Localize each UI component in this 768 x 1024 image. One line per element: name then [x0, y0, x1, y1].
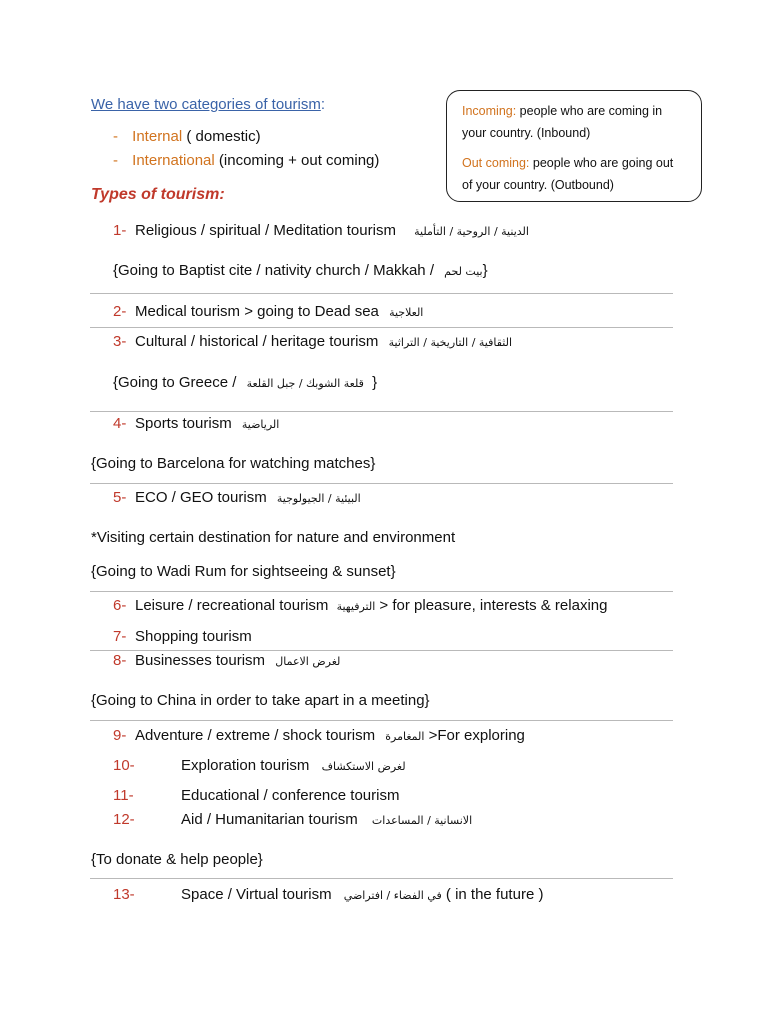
note-eco: *Visiting certain destination for nature and environment	[91, 529, 456, 546]
arabic-translation: الانسانية / المساعدات	[371, 814, 473, 827]
example-text: {Going to Baptist cite / nativity church / Makkah /	[113, 262, 434, 279]
divider	[90, 327, 673, 328]
item-text: Educational / conference tourism	[181, 787, 400, 804]
item-number: 6-	[113, 597, 127, 614]
arabic-translation: الدينية / الروحية / التأملية	[414, 225, 529, 238]
category-label: International	[132, 152, 215, 169]
item-text: Shopping tourism	[135, 628, 252, 645]
item-number: 13-	[113, 886, 135, 903]
divider	[90, 483, 673, 484]
incoming-label: Incoming:	[462, 104, 517, 118]
item-number: 8-	[113, 652, 127, 669]
example-sports: {Going to Barcelona for watching matches}	[91, 455, 376, 472]
bullet-dash: -	[113, 128, 118, 145]
item-space	[113, 886, 543, 903]
item-text: Adventure / extreme / shock tourism	[135, 727, 376, 744]
item-extra: > for pleasure, interests & relaxing	[375, 597, 608, 614]
item-text: ECO / GEO tourism	[135, 489, 267, 506]
category-description: ( domestic)	[182, 128, 261, 145]
item-text: Medical tourism > going to Dead sea	[135, 303, 379, 320]
divider	[90, 411, 673, 412]
arabic-translation: قلعة الشوبك / جبل القلعة	[246, 377, 364, 390]
example-aid: {To donate & help people}	[91, 851, 263, 868]
item-text: Religious / spiritual / Meditation tourism	[135, 222, 396, 239]
example-end: }	[482, 262, 488, 279]
definitions-box	[446, 90, 702, 202]
arabic-translation: لغرض الاستكشاف	[321, 760, 406, 773]
item-number: 9-	[113, 727, 127, 744]
outcoming-text: people who are going out of your country. (Outbound)	[462, 156, 674, 192]
item-text: Aid / Humanitarian tourism	[181, 811, 358, 828]
category-label: Internal	[132, 128, 183, 145]
item-sports	[113, 415, 279, 432]
incoming-definition	[462, 100, 687, 144]
item-religious	[113, 222, 529, 239]
category-internal	[113, 128, 261, 145]
arabic-translation: الرياضية	[241, 418, 280, 431]
example-eco: {Going to Wadi Rum for sightseeing & sunset}	[91, 563, 396, 580]
item-medical	[113, 303, 423, 320]
item-adventure	[113, 727, 525, 744]
arabic-translation: الثقافية / التاريخية / التراثية	[388, 336, 513, 349]
divider	[90, 293, 673, 294]
item-number: 12-	[113, 811, 135, 828]
item-educational	[113, 787, 399, 804]
item-text: Space / Virtual tourism	[181, 886, 332, 903]
item-extra: >For exploring	[424, 727, 525, 744]
arabic-translation: المغامرة	[385, 730, 425, 743]
item-shopping	[113, 628, 252, 645]
item-text: Leisure / recreational tourism	[135, 597, 329, 614]
example-end: }	[372, 374, 378, 391]
item-number: 11-	[113, 787, 134, 804]
category-description: (incoming + out coming)	[214, 152, 380, 169]
divider	[90, 591, 673, 592]
divider	[90, 720, 673, 721]
arabic-translation: الترفيهية	[336, 600, 376, 613]
item-leisure	[113, 597, 607, 614]
item-extra: ( in the future )	[441, 886, 544, 903]
divider	[90, 878, 673, 879]
arabic-translation: لغرض الاعمال	[275, 655, 341, 668]
outcoming-label: Out coming:	[462, 156, 530, 170]
category-international	[113, 152, 379, 169]
heading-colon: :	[320, 96, 325, 113]
categories-heading	[91, 96, 325, 113]
item-text: Businesses tourism	[135, 652, 266, 669]
item-number: 5-	[113, 489, 127, 506]
item-text: Exploration tourism	[181, 757, 310, 774]
example-religious	[113, 262, 488, 279]
incoming-text: people who are coming in your country. (Inbound)	[462, 104, 663, 140]
item-aid	[113, 811, 472, 828]
outcoming-definition	[462, 152, 687, 196]
types-title: Types of tourism:	[91, 186, 225, 203]
example-text: {Going to Greece /	[113, 374, 237, 391]
item-number: 7-	[113, 628, 127, 645]
item-number: 10-	[113, 757, 135, 774]
arabic-translation: العلاجية	[389, 306, 424, 319]
item-exploration	[113, 757, 406, 774]
example-business: {Going to China in order to take apart in a meeting}	[91, 692, 430, 709]
item-number: 1-	[113, 222, 127, 239]
heading-text: We have two categories of tourism	[91, 96, 321, 113]
item-eco	[113, 489, 361, 506]
item-cultural	[113, 333, 512, 350]
arabic-translation: البيئية / الجيولوجية	[276, 492, 361, 505]
arabic-translation: في الفضاء / افتراضي	[343, 889, 442, 902]
item-number: 3-	[113, 333, 127, 350]
item-text: Sports tourism	[135, 415, 232, 432]
item-business	[113, 652, 340, 669]
arabic-translation: بيت لحم	[444, 265, 483, 278]
item-text: Cultural / historical / heritage tourism	[135, 333, 379, 350]
item-number: 4-	[113, 415, 127, 432]
divider	[90, 650, 673, 651]
bullet-dash: -	[113, 152, 118, 169]
item-number: 2-	[113, 303, 127, 320]
example-cultural	[113, 374, 377, 391]
